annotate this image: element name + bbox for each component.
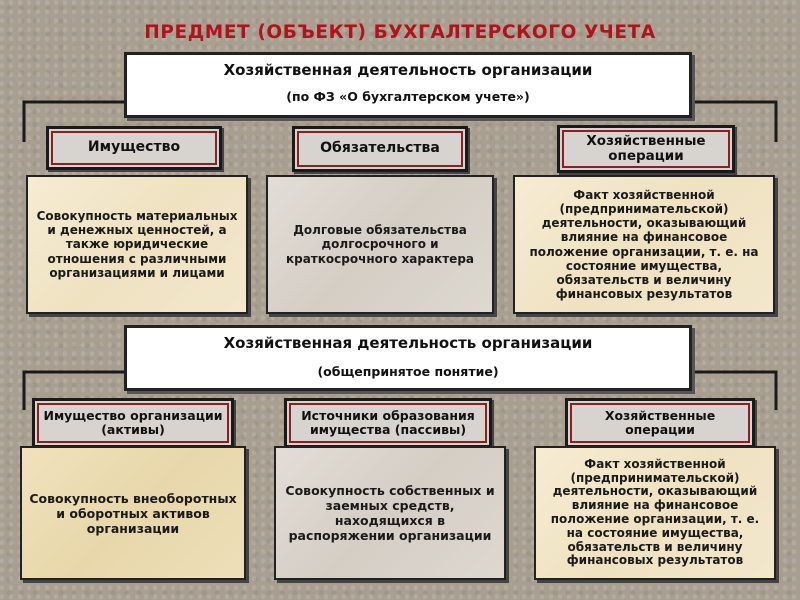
section2-header xyxy=(124,325,692,391)
box-liabilities-description: Долговые обязательства долгосрочного и краткосрочного характера xyxy=(266,175,494,314)
page-title: ПРЕДМЕТ (ОБЪЕКТ) БУХГАЛТЕРСКОГО УЧЕТА xyxy=(144,22,656,43)
box-property-description: Совокупность материальных и денежных ценностей, а также юридические отношения с различными организациями и лицами xyxy=(26,175,248,314)
label-liabilities-sources: Источники образования имущества (пассивы) xyxy=(284,398,492,448)
label-property: Имущество xyxy=(46,126,222,170)
section1-header-title: Хозяйственная деятельность организации xyxy=(223,61,593,79)
section1-header xyxy=(124,52,692,118)
box-sources-description: Совокупность собственных и заемных средств, находящихся в распоряжении организации xyxy=(274,446,506,580)
section2-header-subtitle: (общепринятое понятие) xyxy=(317,364,499,379)
label-assets: Имущество организации (активы) xyxy=(32,398,234,448)
label-business-operations: Хозяйственные операции xyxy=(557,125,735,173)
box-operations-description-2: Факт хозяйственной (предпринимательской) деятельности, оказывающий влияние на финансовое положение организации, т. е. на состояние имущества, обязательств и величину финансовых результатов xyxy=(534,446,776,580)
box-operations-description: Факт хозяйственной (предпринимательской) деятельности, оказывающий влияние на финансовое положение организации, т. е. на состояние имущества, обязательств и величину финансовых результатов xyxy=(513,175,775,314)
section2-header-title: Хозяйственная деятельность организации xyxy=(223,334,593,352)
section1-header-subtitle: (по ФЗ «О бухгалтерском учете») xyxy=(286,89,530,104)
box-assets-description: Совокупность внеоборотных и оборотных активов организации xyxy=(20,446,246,580)
label-business-operations-2: Хозяйственные операции xyxy=(565,398,755,448)
label-liabilities: Обязательства xyxy=(292,126,468,172)
